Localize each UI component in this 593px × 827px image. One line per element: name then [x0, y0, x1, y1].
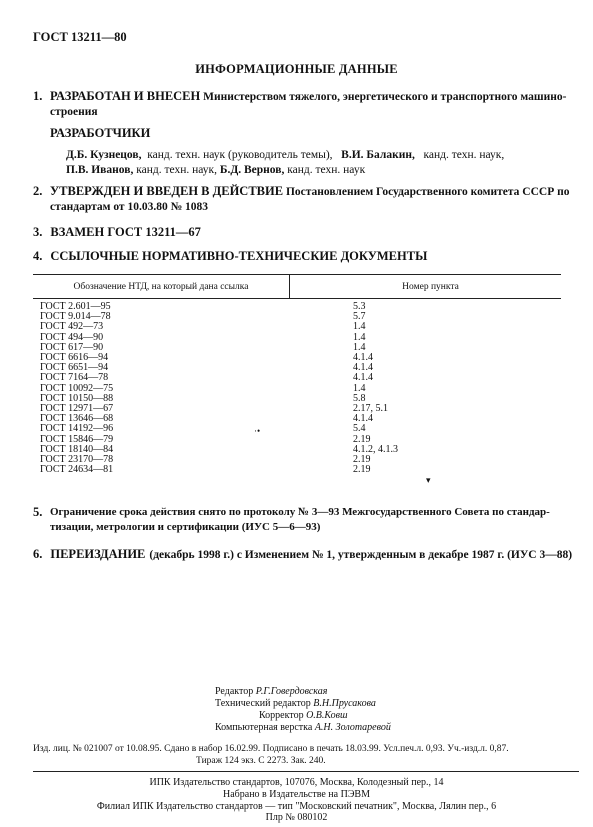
section-5-number: 5.: [33, 505, 43, 519]
publisher-line3: Филиал ИПК Издательство стандартов — тип "Московский печатник", Москва, Лялин пер., 6: [96, 801, 497, 812]
table-cell-clause: 4.1.4: [353, 413, 373, 425]
developer-degree: канд. техн. наук,: [136, 164, 217, 176]
section-1: [33, 89, 573, 120]
table-cell-designation: ГОСТ 6616—94: [40, 352, 109, 364]
page-title: ИНФОРМАЦИОННЫЕ ДАННЫЕ: [195, 62, 398, 76]
table-cell-clause: 1.4: [353, 331, 366, 343]
editor-credit: Редактор Р.Г.Говердовская: [215, 686, 328, 697]
table-cell-clause: 1.4: [353, 382, 366, 394]
developer-degree: канд. техн. наук,: [423, 149, 505, 161]
table-cell-designation: ГОСТ 6651—94: [40, 362, 109, 374]
developer-degree: канд. техн. наук (руководитель темы),: [147, 149, 333, 161]
imprint-rule: [33, 771, 579, 772]
section-4: [33, 247, 427, 265]
table-top-rule: [33, 274, 561, 275]
developers-list: [66, 148, 576, 178]
table-cell-designation: ГОСТ 617—90: [40, 341, 104, 353]
developer-name: В.И. Балакин,: [341, 149, 415, 161]
developer-name: Д.Б. Кузнецов,: [66, 149, 142, 161]
document-code: ГОСТ 13211—80: [33, 30, 127, 44]
section-5-text-line2: тизации, метрологии и сертификации (ИУС 5—6—93): [50, 521, 321, 533]
section-3-text: ВЗАМЕН ГОСТ 13211—67: [50, 225, 201, 239]
table-cell-designation: ГОСТ 494—90: [40, 331, 104, 343]
section-3-number: 3.: [33, 225, 43, 239]
table-header-designation: Обозначение НТД, на который дана ссылка: [73, 282, 249, 292]
table-cell-clause: 4.1.2, 4.1.3: [353, 443, 398, 455]
table-header-rule: [33, 298, 561, 299]
publisher-line2: Набрано в Издательстве на ПЭВМ: [223, 789, 370, 800]
table-cell-clause: 5.8: [353, 392, 366, 404]
table-cell-clause: 5.7: [353, 311, 366, 323]
table-cell-designation: ГОСТ 492—73: [40, 321, 104, 333]
developer-degree: канд. техн. наук: [287, 164, 366, 176]
table-cell-clause: 2.19: [353, 454, 371, 466]
table-cell-clause: 4.1.4: [353, 372, 373, 384]
developer-name: Б.Д. Вернов,: [219, 164, 285, 176]
table-cell-clause: 5.3: [353, 301, 366, 312]
section-6-text: (декабрь 1998 г.) с Изменением № 1, утвержденным в декабре 1987 г. (ИУС 3—88): [149, 549, 573, 561]
reference-table: [40, 302, 398, 475]
table-cell-clause: 1.4: [353, 341, 366, 353]
table-cell-designation: ГОСТ 18140—84: [40, 443, 114, 455]
section-1-text: Министерством тяжелого, энергетического и транспортного машино-: [203, 91, 567, 103]
section-4-text: ССЫЛОЧНЫЕ НОРМАТИВНО-ТЕХНИЧЕСКИЕ ДОКУМЕНТЫ: [50, 249, 428, 263]
section-2-text: Постановлением Государственного комитета СССР по: [285, 186, 570, 198]
section-6-number: 6.: [33, 547, 43, 561]
layout-credit: Компьютерная верстка А.Н. Золотаревой: [215, 722, 391, 733]
table-cell-designation: ГОСТ 15846—79: [40, 433, 114, 445]
table-cell-designation: ГОСТ 24634—81: [40, 464, 114, 476]
section-2-text-line2: стандартам от 10.03.80 № 1083: [50, 201, 209, 213]
tech-editor-credit: Технический редактор В.Н.Прусакова: [215, 698, 376, 709]
section-2-lead: УТВЕРЖДЕН И ВВЕДЕН В ДЕЙСТВИЕ: [50, 184, 284, 198]
table-cell-clause: 5.4: [353, 423, 366, 435]
table-cell-clause: 4.1.4: [353, 362, 373, 374]
table-cell-designation: ГОСТ 23170—78: [40, 454, 114, 466]
table-header-clause: Номер пункта: [402, 282, 459, 292]
section-1-lead: РАЗРАБОТАН И ВНЕСЕН: [50, 89, 201, 103]
section-5-text: Ограничение срока действия снято по протоколу № 3—93 Межгосударственного Совета по стандар-: [50, 506, 550, 518]
table-cell-designation: ГОСТ 7164—78: [40, 372, 109, 384]
table-row: [40, 465, 398, 475]
scan-speck: ·•: [254, 426, 261, 436]
section-6-lead: ПЕРЕИЗДАНИЕ: [50, 547, 146, 561]
table-cell-designation: ГОСТ 2.601—95: [40, 301, 111, 312]
section-1-text-line2: строения: [50, 106, 98, 118]
section-5: [33, 505, 578, 535]
developer-name: П.В. Иванов,: [66, 164, 134, 176]
developers-heading: РАЗРАБОТЧИКИ: [50, 126, 151, 140]
section-3: [33, 223, 201, 241]
table-cell-designation: ГОСТ 10092—75: [40, 382, 114, 394]
table-cell-designation: ГОСТ 14192—96: [40, 423, 114, 435]
table-cell-clause: 2.19: [353, 464, 371, 476]
table-cell-clause: 2.17, 5.1: [353, 403, 388, 415]
table-cell-clause: 4.1.4: [353, 352, 373, 364]
table-cell-clause: 1.4: [353, 321, 366, 333]
section-2: [33, 184, 578, 215]
print-info-line1: Изд. лиц. № 021007 от 10.08.95. Сдано в набор 16.02.99. Подписано в печать 18.03.99. Усл.печ.л. 0,93. Уч.-изд.л. 0,87.: [33, 744, 509, 754]
table-cell-designation: ГОСТ 13646—68: [40, 413, 114, 425]
corrector-credit: Корректор О.В.Ковш: [259, 710, 348, 721]
section-4-number: 4.: [33, 249, 43, 263]
section-6: [33, 545, 583, 563]
section-1-number: 1.: [33, 89, 43, 103]
print-info-line2: Тираж 124 экз. С 2273. Зак. 240.: [196, 756, 326, 766]
publisher-line1: ИПК Издательство стандартов, 107076, Москва, Колодезный пер., 14: [149, 777, 444, 788]
table-header-divider: [289, 274, 290, 298]
table-cell-designation: ГОСТ 10150—88: [40, 392, 114, 404]
scan-speck: ▾: [426, 475, 431, 485]
publisher-line4: Плр № 080102: [265, 812, 328, 823]
table-cell-designation: ГОСТ 9.014—78: [40, 311, 111, 323]
table-cell-clause: 2.19: [353, 433, 371, 445]
section-2-number: 2.: [33, 184, 43, 198]
table-cell-designation: ГОСТ 12971—67: [40, 403, 114, 415]
